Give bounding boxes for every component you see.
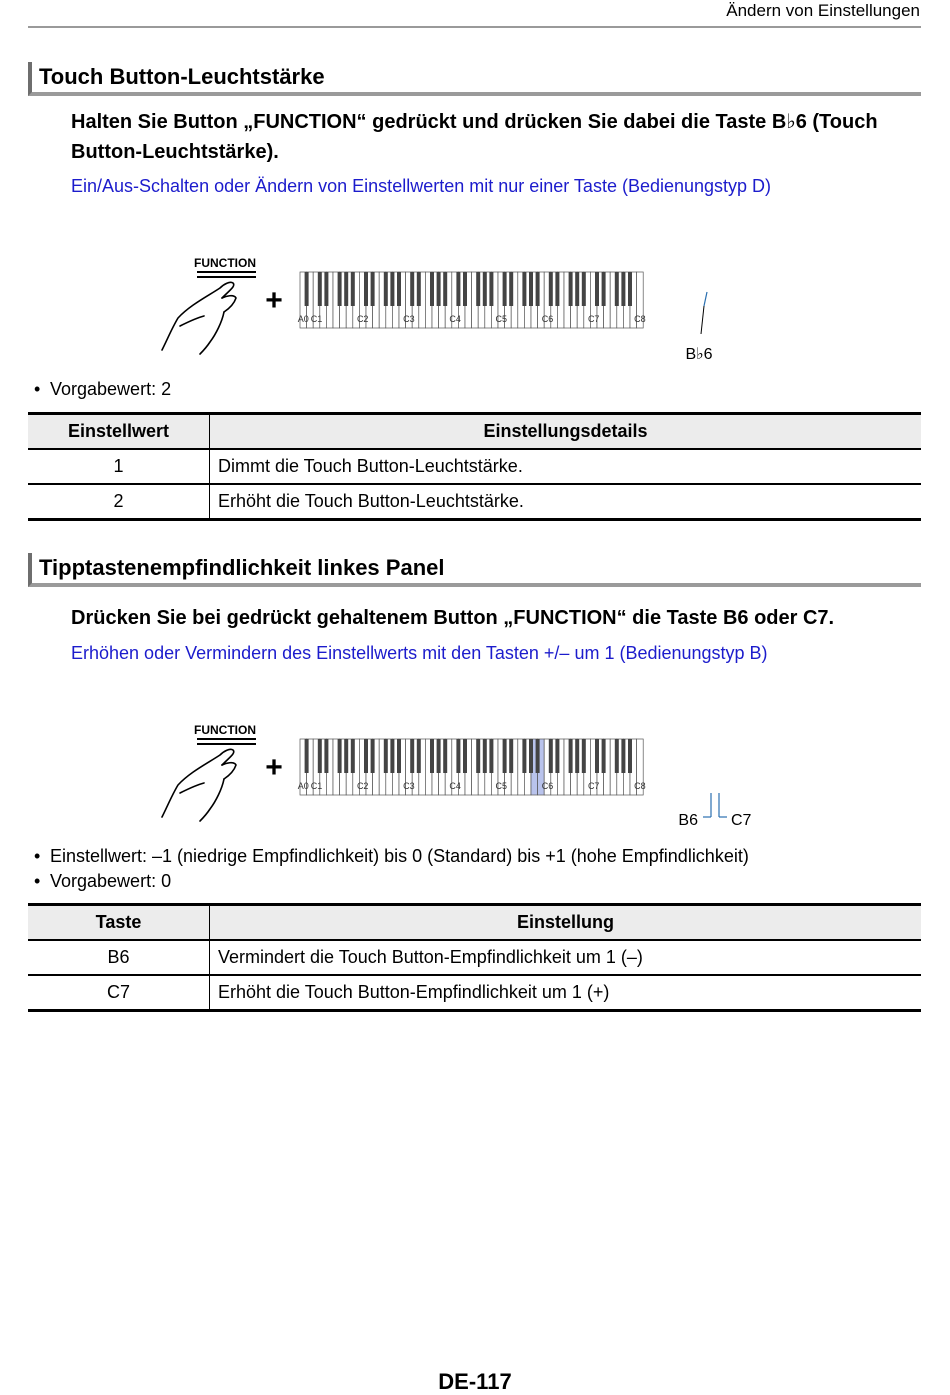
octave-label: C1 xyxy=(310,781,323,791)
black-key xyxy=(615,272,619,306)
black-key xyxy=(615,739,619,773)
plus-sign: + xyxy=(265,751,283,784)
pressing-hand-icon xyxy=(162,282,236,354)
black-key xyxy=(324,739,328,773)
black-key xyxy=(364,272,368,306)
black-key xyxy=(384,272,388,306)
black-key xyxy=(536,739,540,773)
octave-label: C5 xyxy=(495,314,508,324)
black-key xyxy=(351,739,355,773)
function-button-label: FUNCTION xyxy=(194,256,256,270)
table-cell: B6 xyxy=(28,940,210,975)
black-key xyxy=(529,272,533,306)
table-cell: C7 xyxy=(28,975,210,1011)
black-key xyxy=(338,739,342,773)
callout-label-c7: C7 xyxy=(731,812,752,829)
instruction-text: Halten Sie Button „FUNCTION“ gedrückt und drücken Sie dabei die Taste B♭6 (Touch Button-Leuchtstärke). xyxy=(71,111,878,163)
black-key xyxy=(364,739,368,773)
black-key xyxy=(509,739,513,773)
black-key xyxy=(628,739,632,773)
black-key xyxy=(489,739,493,773)
operation-type-link[interactable]: Ein/Aus-Schalten oder Ändern von Einstellwerten mit nur einer Taste (Bedienungstyp D) xyxy=(71,176,772,196)
black-key xyxy=(522,272,526,306)
table-header: Einstellungsdetails xyxy=(210,414,922,450)
table-cell: Erhöht die Touch Button-Leuchtstärke. xyxy=(210,484,922,520)
black-key xyxy=(529,739,533,773)
black-key xyxy=(476,272,480,306)
black-key xyxy=(443,739,447,773)
black-key xyxy=(602,272,606,306)
table-cell: 2 xyxy=(28,484,210,520)
keyboard-diagram-2 xyxy=(150,717,810,837)
black-key xyxy=(555,272,559,306)
settings-table-2 xyxy=(28,903,921,1012)
black-key xyxy=(595,272,599,306)
black-key xyxy=(324,272,328,306)
octave-label: C7 xyxy=(587,781,600,791)
table-row xyxy=(28,449,921,484)
octave-label: C2 xyxy=(356,781,369,791)
black-key xyxy=(569,739,573,773)
octave-label: C6 xyxy=(541,781,554,791)
black-key xyxy=(555,739,559,773)
octave-label: C8 xyxy=(634,781,646,791)
black-key xyxy=(371,739,375,773)
black-key xyxy=(344,739,348,773)
callout-b-flat-6 xyxy=(685,292,712,363)
table-cell: 1 xyxy=(28,449,210,484)
black-key xyxy=(417,739,421,773)
table-row xyxy=(28,940,921,975)
black-key xyxy=(503,272,507,306)
callout-label-b6: B6 xyxy=(678,812,698,829)
black-key xyxy=(463,272,467,306)
black-key xyxy=(582,272,586,306)
black-key xyxy=(305,272,309,306)
black-key xyxy=(549,272,553,306)
piano-keyboard xyxy=(298,272,646,328)
black-key xyxy=(569,272,573,306)
page-number: DE-117 xyxy=(438,1369,512,1394)
black-key xyxy=(397,739,401,773)
octave-label: C6 xyxy=(541,314,554,324)
octave-label: C4 xyxy=(449,314,461,324)
section-title: Tipptastenempfindlichkeit linkes Panel xyxy=(39,555,445,580)
black-key xyxy=(628,272,632,306)
operation-type-link[interactable]: Erhöhen oder Vermindern des Einstellwerts mit den Tasten +/– um 1 (Bedienungstyp B) xyxy=(71,643,768,663)
black-key xyxy=(503,739,507,773)
black-key xyxy=(456,272,460,306)
callout-label: B♭6 xyxy=(685,346,713,363)
bullet-default-value: • Vorgabewert: 2 xyxy=(34,379,172,399)
octave-label: C3 xyxy=(403,781,415,791)
table-cell: Erhöht die Touch Button-Empfindlichkeit um 1 (+) xyxy=(210,975,922,1011)
bullet-setting-range: • Einstellwert: –1 (niedrige Empfindlichkeit) bis 0 (Standard) bis +1 (hohe Empfindlichkeit) xyxy=(34,846,749,866)
function-button-label: FUNCTION xyxy=(194,723,256,737)
table-header: Einstellung xyxy=(210,905,922,941)
table-cell: Dimmt die Touch Button-Leuchtstärke. xyxy=(210,449,922,484)
black-key xyxy=(430,739,434,773)
black-key xyxy=(456,739,460,773)
section-title: Touch Button-Leuchtstärke xyxy=(39,64,325,89)
octave-label: C1 xyxy=(310,314,323,324)
black-key xyxy=(602,739,606,773)
black-key xyxy=(595,739,599,773)
table-row xyxy=(28,975,921,1011)
octave-label: C3 xyxy=(403,314,415,324)
black-key xyxy=(318,739,322,773)
black-key xyxy=(443,272,447,306)
black-key xyxy=(338,272,342,306)
black-key xyxy=(582,739,586,773)
black-key xyxy=(384,739,388,773)
octave-label: C7 xyxy=(587,314,600,324)
black-key xyxy=(410,272,414,306)
octave-label: A0 xyxy=(297,781,309,791)
section-heading-touch-button-brightness xyxy=(28,62,921,96)
table-header: Einstellwert xyxy=(28,414,210,450)
octave-label: A0 xyxy=(297,314,309,324)
black-key xyxy=(509,272,513,306)
black-key xyxy=(483,272,487,306)
black-key xyxy=(305,739,309,773)
section-heading-touch-sensitivity xyxy=(28,553,921,587)
black-key xyxy=(463,739,467,773)
octave-label: C5 xyxy=(495,781,508,791)
black-key xyxy=(397,272,401,306)
table-cell: Vermindert die Touch Button-Empfindlichkeit um 1 (–) xyxy=(210,940,922,975)
black-key xyxy=(575,739,579,773)
black-key xyxy=(410,739,414,773)
black-key xyxy=(621,739,625,773)
octave-label: C2 xyxy=(356,314,369,324)
pressing-hand-icon xyxy=(162,749,236,821)
octave-label: C8 xyxy=(634,314,646,324)
black-key xyxy=(437,739,441,773)
settings-table-1 xyxy=(28,412,921,521)
black-key xyxy=(344,272,348,306)
black-key xyxy=(522,739,526,773)
keyboard-diagram-1 xyxy=(150,250,810,370)
black-key xyxy=(351,272,355,306)
table-header: Taste xyxy=(28,905,210,941)
black-key xyxy=(318,272,322,306)
callout-b6-c7 xyxy=(678,793,751,829)
octave-label: C4 xyxy=(449,781,461,791)
black-key xyxy=(536,272,540,306)
page-header-title: Ändern von Einstellungen xyxy=(726,1,920,20)
black-key xyxy=(430,272,434,306)
instruction-text: Drücken Sie bei gedrückt gehaltenem Button „FUNCTION“ die Taste B6 oder C7. xyxy=(71,607,835,629)
piano-keyboard xyxy=(298,739,646,795)
black-key xyxy=(489,272,493,306)
black-key xyxy=(417,272,421,306)
black-key xyxy=(483,739,487,773)
black-key xyxy=(549,739,553,773)
black-key xyxy=(476,739,480,773)
black-key xyxy=(390,739,394,773)
black-key xyxy=(621,272,625,306)
black-key xyxy=(371,272,375,306)
header-divider xyxy=(28,26,921,28)
black-key xyxy=(575,272,579,306)
bullet-default-value: • Vorgabewert: 0 xyxy=(34,871,172,891)
black-key xyxy=(437,272,441,306)
plus-sign: + xyxy=(265,284,283,317)
table-row xyxy=(28,484,921,520)
black-key xyxy=(390,272,394,306)
